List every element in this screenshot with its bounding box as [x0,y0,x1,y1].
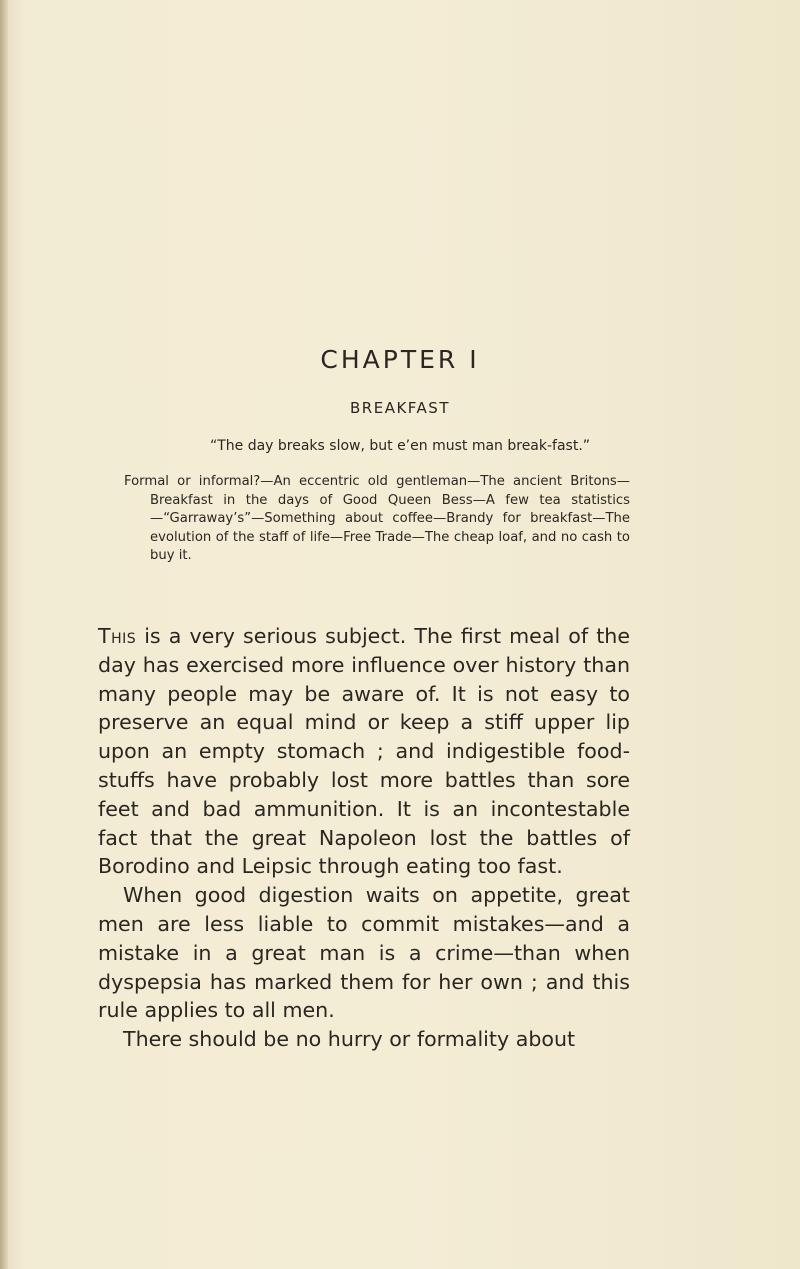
paragraph-2: When good digestion waits on appetite, great men are less liable to commit mistakes—and a mistake in a great man is a crime—than when dyspepsia has marked them for her own ; and this rule applies to all men. [98,883,630,1023]
paragraph-3: There should be no hurry or formality about [123,1027,576,1052]
paragraph-1 [98,622,630,881]
chapter-synopsis: Formal or informal?—An eccentric old gentleman—The ancient Britons—Breakfast in the days of Good Queen Bess—A few tea statistics—“Garraway’s”—Something about coffee—Brandy for breakfast—The evolution of the staff of life—Free Trade—The cheap loaf, and no cash to buy it. [124,474,630,564]
chapter-body [98,622,630,1054]
page-spine-edge [0,0,8,1269]
paragraph-lead-word: This [98,624,137,648]
paragraph-1-text: is a very serious subject. The first meal of the day has exercised more influence over history than many people may be aware of. It is not easy to preserve an equal mind or keep a stiff upper lip upon an empty stomach ; and indigestible food-stuffs have probably lost more battles than sore feet and bad ammunition. It is an incontestable fact that the great Napoleon lost the battles of Borodino and Leipsic through eating too fast. [98,624,630,879]
section-title: BREAKFAST [350,399,450,417]
epigraph-quote: “The day breaks slow, but e’en must man break-fast.” [209,438,591,454]
chapter-heading: CHAPTER I [320,345,480,374]
